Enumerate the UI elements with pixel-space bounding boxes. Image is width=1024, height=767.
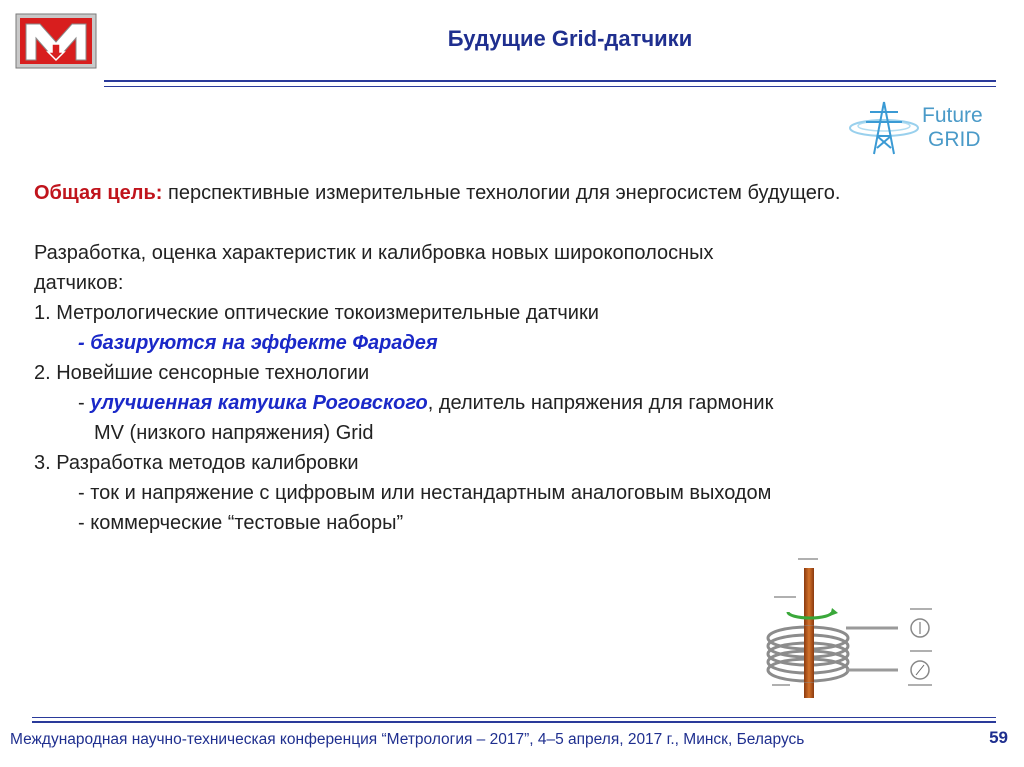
footer-divider bbox=[32, 721, 996, 723]
list-item-2-sub bbox=[34, 388, 980, 418]
goal-label: Общая цель: bbox=[34, 182, 163, 204]
list-item-3: 3. Разработка методов калибровки bbox=[34, 452, 359, 474]
conference-logo bbox=[12, 10, 100, 72]
rogowski-coil-highlight: улучшенная катушка Роговского bbox=[90, 392, 428, 414]
list-item-1-sub: - базируются на эффекте Фарадея bbox=[78, 332, 438, 354]
goal-paragraph bbox=[34, 178, 980, 208]
future-grid-line1: Future bbox=[922, 104, 983, 127]
rogowski-coil-illustration bbox=[758, 556, 954, 702]
future-grid-logo bbox=[846, 96, 996, 158]
development-line-2: датчиков: bbox=[34, 272, 124, 294]
list-item-1: 1. Метрологические оптические токоизмерительные датчики bbox=[34, 302, 599, 324]
slide-body bbox=[34, 178, 980, 538]
list-item-2-sub-rest: , делитель напряжения для гармоник bbox=[427, 392, 774, 414]
future-grid-line2: GRID bbox=[928, 128, 981, 151]
list-item-2-sub-cont: MV (низкого напряжения) Grid bbox=[94, 422, 374, 444]
slide-title: Будущие Grid-датчики bbox=[447, 26, 693, 51]
list-item-2: 2. Новейшие сенсорные технологии bbox=[34, 362, 370, 384]
footer-conference-text: Международная научно-техническая конференция “Метрология – 2017”, 4–5 апреля, 2017 г., Минск, Беларусь bbox=[10, 731, 805, 748]
page-number: 59 bbox=[989, 728, 1008, 747]
footer-divider-thin bbox=[32, 717, 996, 718]
list-item-2-sub-dash: - bbox=[78, 392, 91, 414]
header-divider-thin bbox=[104, 86, 996, 87]
goal-text: перспективные измерительные технологии для энергосистем будущего. bbox=[162, 182, 841, 204]
development-line-1: Разработка, оценка характеристик и калибровка новых широкополосных bbox=[34, 242, 714, 264]
header-divider bbox=[104, 80, 996, 82]
list-item-3-sub-1: - ток и напряжение с цифровым или нестандартным аналоговым выходом bbox=[78, 482, 772, 504]
list-item-3-sub-2: - коммерческие “тестовые наборы” bbox=[78, 512, 404, 534]
